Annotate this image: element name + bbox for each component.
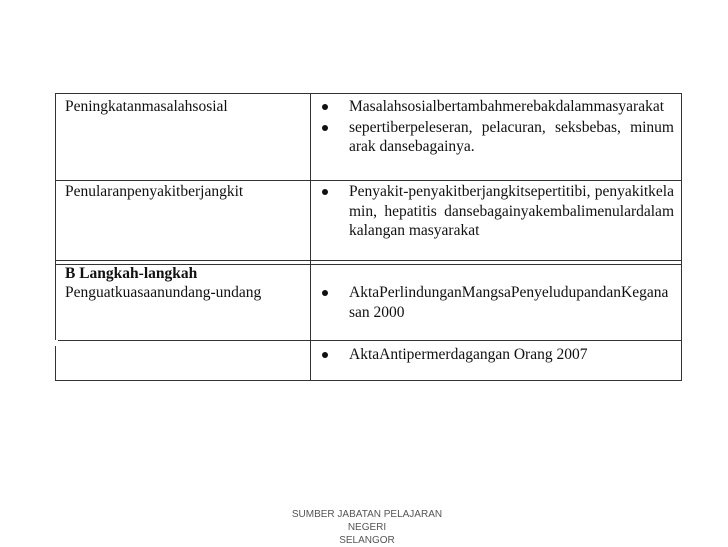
border-gap xyxy=(54,340,58,346)
row-4-bullet-1 xyxy=(318,345,674,365)
row-4-bullet-1-text: AktaAntipermerdagangan Orang 2007 xyxy=(349,346,588,363)
row-2-left-cell xyxy=(65,182,305,201)
row-4-right-cell xyxy=(318,345,674,366)
row-1-bullet-1 xyxy=(318,97,674,117)
document-table xyxy=(55,93,682,381)
bullet-dot-icon xyxy=(322,290,328,296)
bullet-dot-icon xyxy=(322,189,328,195)
row-3-right-cell xyxy=(318,283,674,323)
row-2-label: Penularanpenyakitberjangkit xyxy=(65,183,244,200)
footer-line-1: SUMBER JABATAN PELAJARAN NEGERI xyxy=(291,509,443,533)
bullet-dot-icon xyxy=(322,104,328,110)
row-2-bullet-1 xyxy=(318,182,674,241)
row-3-bullet-1 xyxy=(318,283,674,322)
row-divider-1 xyxy=(56,180,681,181)
row-3-left-cell xyxy=(65,264,305,302)
row-1-bullet-2-text: sepertiberpeleseran, pelacuran, seksbebas, minum arak dansebagainya. xyxy=(349,118,674,155)
row-2-right-cell xyxy=(318,182,674,242)
row-1-label: Peningkatanmasalahsosial xyxy=(65,98,228,115)
row-1-right-cell xyxy=(318,97,674,158)
row-3-label: Penguatkuasaanundang-undang xyxy=(65,284,262,301)
footer-line-2: SELANGOR xyxy=(339,535,395,546)
column-divider xyxy=(310,94,311,380)
row-1-bullet-1-text: Masalahsosialbertambahmerebakdalammasyarakat xyxy=(349,98,665,115)
source-footer xyxy=(272,508,462,547)
row-divider-3 xyxy=(56,340,681,341)
section-heading: B Langkah-langkah xyxy=(65,265,198,282)
bullet-dot-icon xyxy=(322,125,328,131)
row-3-bullet-1-text: AktaPerlindunganMangsaPenyeludupandanKeganasan 2000 xyxy=(349,284,669,321)
row-2-bullet-1-text: Penyakit-penyakitberjangkitsepertitibi, penyakitkelamin, hepatitis dansebagainyakembalimenulardalamkalangan masyarakat xyxy=(349,183,674,239)
row-1-bullet-2 xyxy=(318,118,674,157)
row-1-left-cell xyxy=(65,97,305,116)
bullet-dot-icon xyxy=(322,352,328,358)
